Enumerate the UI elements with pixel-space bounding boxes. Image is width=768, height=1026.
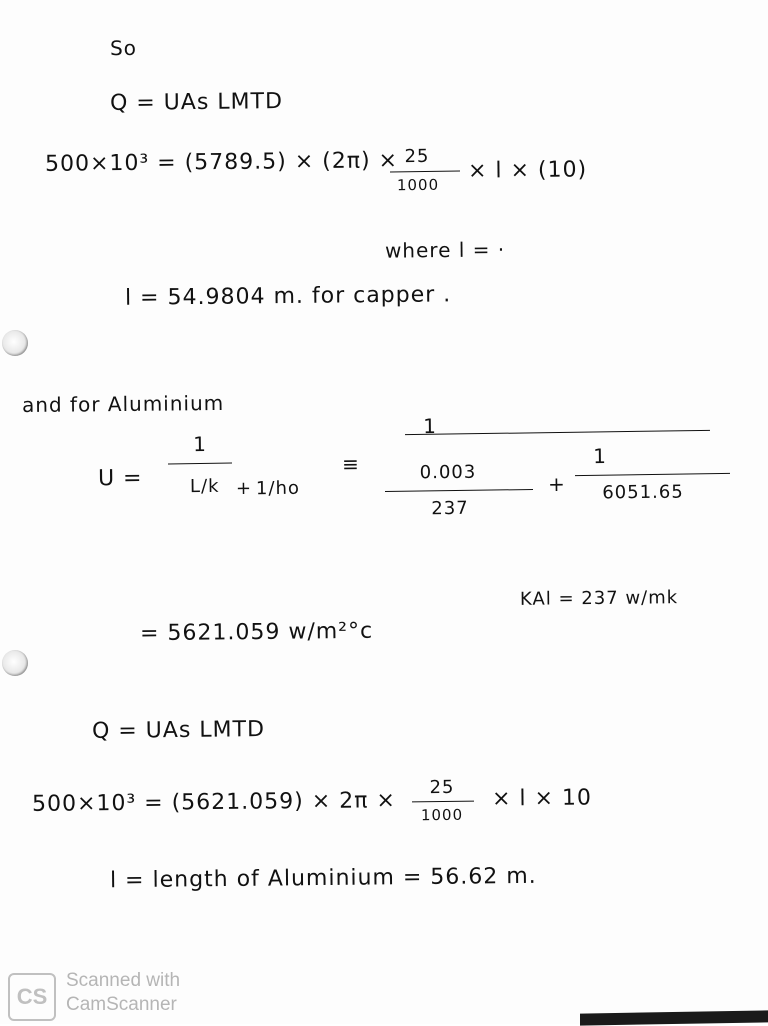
big-den-plus: +	[547, 471, 566, 497]
big-numerator: 1	[422, 413, 437, 439]
heat-equation-1: Q = UAs LMTD	[109, 89, 284, 116]
watermark-line-2: CamScanner	[66, 994, 177, 1015]
aluminium-conductivity: KAl = 237 w/mk	[519, 587, 679, 610]
copper-fraction-numerator: 25	[404, 145, 430, 168]
big-den-a-bar	[385, 489, 533, 492]
u-result: = 5621.059 w/m²°c	[139, 618, 374, 647]
copper-fraction-bar	[390, 171, 460, 173]
big-den-a-numerator: 0.003	[419, 461, 477, 484]
watermark-line-1: Scanned with	[66, 970, 181, 991]
big-den-b-bar	[575, 473, 730, 476]
aluminium-equation-right: × l × 10	[491, 785, 593, 812]
u-denominator-right: 1/ho	[255, 477, 301, 500]
big-den-b-numerator: 1	[592, 443, 607, 469]
aluminium-fraction-denominator: 1000	[420, 805, 464, 825]
copper-equation-right: × l × (10)	[467, 157, 588, 184]
aluminium-length-result: l = length of Aluminium = 56.62 m.	[109, 863, 537, 894]
u-denominator-left: L/k	[189, 475, 220, 498]
u-denominator-plus: +	[235, 477, 253, 500]
copper-fraction-denominator: 1000	[396, 175, 440, 195]
punch-hole-bottom	[2, 650, 28, 676]
heat-equation-2: Q = UAs LMTD	[91, 717, 266, 744]
aluminium-fraction-numerator: 25	[429, 776, 455, 799]
aluminium-fraction-bar	[412, 801, 474, 803]
aluminium-equation-left: 500×10³ = (5621.059) × 2π ×	[31, 788, 397, 817]
equivalent-symbol: ≡	[341, 451, 360, 477]
camscanner-logo: CS	[8, 973, 56, 1021]
u-fraction-bar	[168, 463, 232, 465]
u-label: U =	[97, 465, 143, 492]
scan-edge-bar	[580, 1010, 768, 1025]
punch-hole-top	[2, 330, 28, 356]
where-text: where l = ·	[384, 237, 506, 263]
copper-equation-left: 500×10³ = (5789.5) × (2π) ×	[44, 148, 399, 177]
u-numerator: 1	[192, 431, 207, 457]
big-den-a-denominator: 237	[431, 497, 469, 520]
so-text: So	[109, 35, 138, 61]
big-den-b-denominator: 6051.65	[602, 481, 684, 504]
copper-length-result: l = 54.9804 m. for capper .	[124, 282, 452, 311]
big-fraction-bar	[405, 430, 710, 435]
aluminium-heading: and for Aluminium	[21, 390, 225, 418]
